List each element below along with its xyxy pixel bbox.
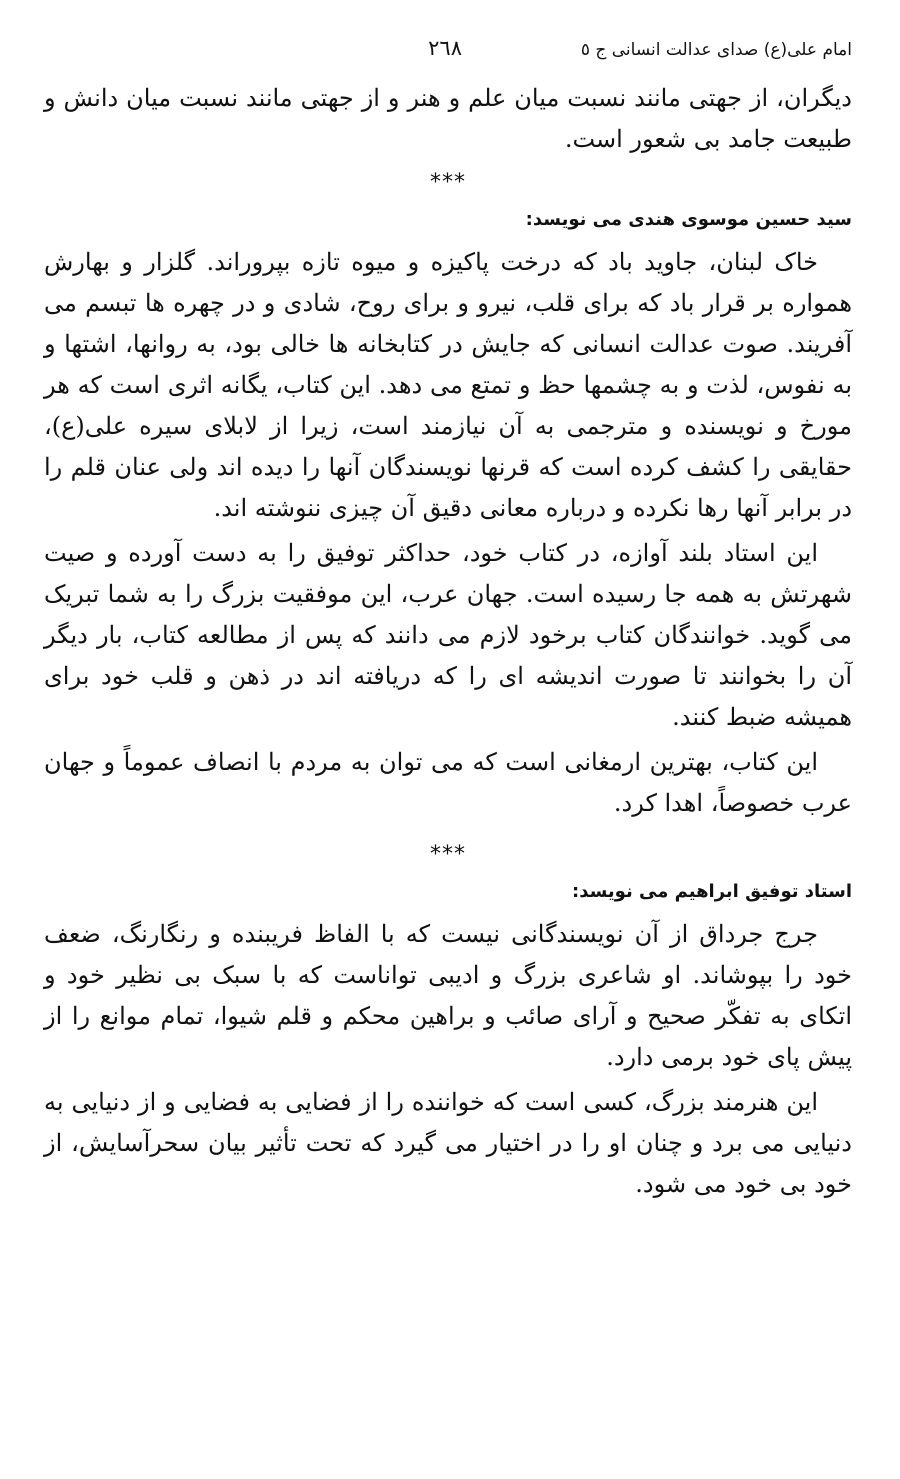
book-page [44, 30, 852, 1205]
section-heading-mousavi: سید حسین موسوی هندی می نویسد: [525, 209, 852, 230]
paragraph: این استاد بلند آوازه، در کتاب خود، حداکثر توفیق را به دست آورده و صیت شهرتش به همه جا رسیده است. جهان عرب، این موفقیت بزرگ را به شما تبریک می گوید. خوانندگان کتاب برخود لازم می دانند که پس از مطالعه کتاب، بار دیگر آن را بخوانند تا صورت اندیشه ای را که دریافته اند در ذهن و قلب خود برای همیشه ضبط کنند. [44, 539, 852, 731]
running-title: امام علی(ع) صدای عدالت انسانی ج ٥ [580, 40, 852, 60]
section-heading-tawfiq: استاد توفیق ابراهیم می نویسد: [572, 881, 852, 902]
paragraph: جرج جرداق از آن نویسندگانی نیست که با الفاظ فریبنده و رنگارنگ، ضعف خود را بپوشاند. او شاعری بزرگ و ادیبی تواناست که با سبک بی نظیر خود و اتکای به تفکّر صحیح و آرای صائب و براهین محکم و قلم شیوا، تمام موانع را از پیش پای خود برمی دارد. [44, 920, 852, 1071]
paragraph: این کتاب، بهترین ارمغانی است که می توان به مردم با انصاف عموماً و جهان عرب خصوصاً، اهدا کرد. [44, 748, 852, 817]
page-number: ٢٦٨ [428, 36, 462, 60]
section-separator: *** [430, 170, 466, 195]
intro-paragraph: دیگران، از جهتی مانند نسبت میان علم و هنر و از جهتی مانند نسبت میان دانش و طبیعت جامد بی شعور است. [44, 84, 852, 153]
page-header [44, 30, 852, 78]
section-separator: *** [430, 842, 466, 867]
paragraph: این هنرمند بزرگ، کسی است که خواننده را از فضایی به فضایی و از دنیایی به دنیایی می برد و چنان او را در اختیار می گیرد که تحت تأثیر بیان سحرآسایش، از خود بی خود می شود. [44, 1088, 852, 1198]
paragraph: خاک لبنان، جاوید باد که درخت پاکیزه و میوه تازه بپروراند. گلزار و بهارش همواره بر قرار باد که برای قلب، نیرو و برای روح، شادی و در چهره ها تبسم می آفریند. صوت عدالت انسانی که جایش در کتابخانه ها خالی بود، به روانها، اشتها و به نفوس، لذت و به چشمها حظ و تمتع می دهد. این کتاب، یگانه اثری است که هر مورخ و نویسنده و مترجمی به آن نیازمند است، زیرا از لابلای سیره علی(ع)، حقایقی را کشف کرده است که قرنها نویسندگان آنها را دیده اند ولی عنان قلم را در برابر آنها رها نکرده و درباره معانی دقیق آن چیزی ننوشته اند. [44, 248, 853, 522]
